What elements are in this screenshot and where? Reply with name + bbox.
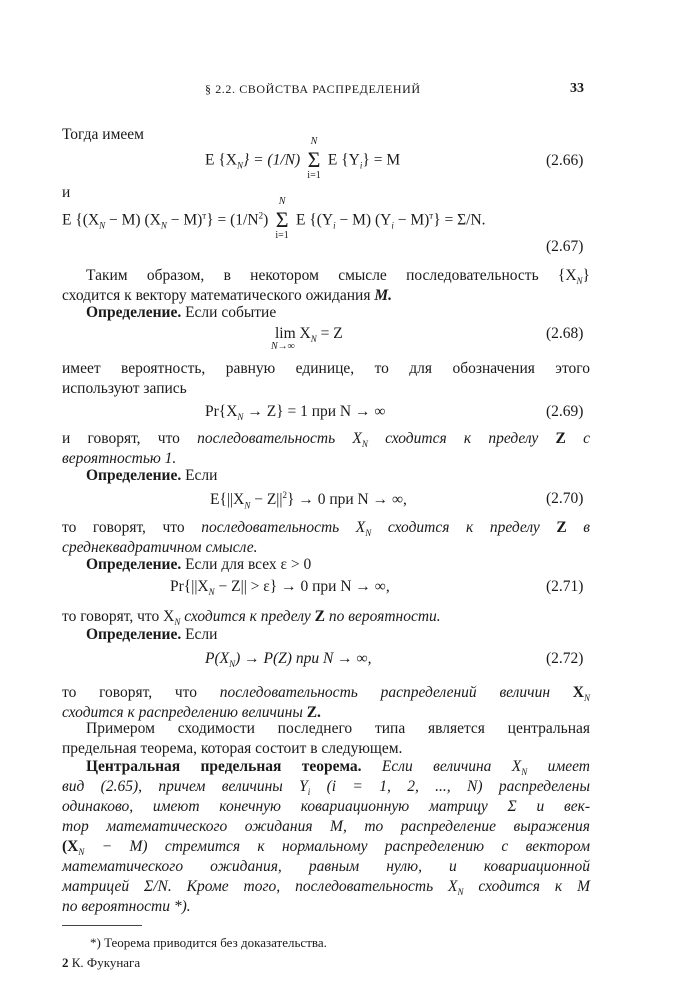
paragraph-2-line2: сходится к вектору математического ожидания M. xyxy=(62,287,393,304)
equation-2-66: E $\{X_N\} = (1/N)$ N Σ i=1 E $\{Y_i\} = M$ xyxy=(205,136,401,181)
paragraph-5-line2: среднеквадратичном смысле. xyxy=(62,539,258,556)
page-number: 33 xyxy=(570,81,584,96)
signature: 2 К. Фукунага xyxy=(62,955,141,970)
paragraph-1 xyxy=(62,124,590,145)
paragraph-8-line2: предельная теорема, которая состоит в следующем. xyxy=(62,740,403,757)
paragraph-7-line2: сходится к распределению величины Z. xyxy=(62,704,321,721)
theorem-line-2: вид (2.65), причем величины $Y_i$ (i = 1, 2, ..., N) распределены xyxy=(62,778,590,798)
paragraph-and: и xyxy=(62,184,71,201)
theorem-line-3: одинаково, имеют конечную ковариационную матрицу Σ и век- xyxy=(62,798,590,815)
paragraph-7: то говорят, что последовательность распределений величин $X_N$ xyxy=(62,684,590,704)
equation-2-69: $Pr\{X_N \to Z\} = 1$ при N → ∞ xyxy=(205,403,386,423)
equation-number: (2.71) xyxy=(546,578,584,595)
equation-number: (2.68) xyxy=(546,325,584,342)
equation-2-71: $Pr\{||X_N - Z|| > \varepsilon\} \to 0$ при N → ∞, xyxy=(170,578,390,598)
theorem-line-4: тор математического ожидания M, то распределение выражения xyxy=(62,818,590,835)
equation-number: (2.72) xyxy=(546,650,584,667)
equation-2-70: $E\{||X_N - Z||^2\} \to 0$ при N → ∞, xyxy=(210,490,407,511)
sum-symbol: N Σ i=1 xyxy=(275,196,289,241)
theorem-line-7: матрицей Σ/N. Кроме того, последовательность $X_N$ сходится к M xyxy=(62,878,590,898)
running-header xyxy=(0,82,698,102)
paragraph-3: имеет вероятность, равную единице, то для обозначения этого xyxy=(62,360,590,377)
text: Тогда имеем xyxy=(62,126,144,143)
equation-2-72: $P(X_N) \to P(Z)$ при N → ∞, xyxy=(205,650,372,670)
paragraph-8: Примером сходимости последнего типа является центральная xyxy=(86,720,590,737)
theorem-line-5: $(X_N - M)$ стремится к нормальному распределению с вектором xyxy=(62,838,590,858)
footnote-rule xyxy=(62,925,142,926)
section-title: § 2.2. СВОЙСТВА РАСПРЕДЕЛЕНИЙ xyxy=(205,82,421,96)
definition-2: Определение. Если xyxy=(86,467,218,484)
equation-number: (2.70) xyxy=(546,490,584,507)
equation-number: (2.67) xyxy=(546,238,584,255)
equation-2-67: E $\{(X_N - M) (X_N - M)^т\} = (1/N^2)$ N Σ i=1 E $\{(Y_i - M) (Y_i - M)^т\} = \Sigma/N$. xyxy=(62,196,486,241)
paragraph-2: Таким образом, в некотором смысле последовательность $\{X_N\}$ xyxy=(86,267,590,287)
sum-symbol: N Σ i=1 xyxy=(307,136,321,181)
equation-number: (2.66) xyxy=(546,152,584,169)
paragraph-3-line2: используют запись xyxy=(62,380,187,397)
paragraph-4: и говорят, что последовательность $X_N$ сходится к пределу Z с xyxy=(62,430,590,450)
theorem-line-8: по вероятности *). xyxy=(62,898,191,915)
theorem-line-1: Центральная предельная теорема. Если величина $X_N$ имеет xyxy=(86,758,591,778)
definition-3: Определение. Если для всех ε > 0 xyxy=(86,556,312,573)
paragraph-4-line2: вероятностью 1. xyxy=(62,450,177,467)
equation-2-68: lim N→∞ $X_N = Z$ xyxy=(271,325,343,353)
paragraph-5: то говорят, что последовательность $X_N$ сходится к пределу Z в xyxy=(62,519,590,539)
definition-4: Определение. Если xyxy=(86,626,218,643)
footnote: *) Теорема приводится без доказательства. xyxy=(90,935,327,950)
equation-number: (2.69) xyxy=(546,403,584,420)
paragraph-6: то говорят, что $X_N$ сходится к пределу Z по вероятности. xyxy=(62,608,441,628)
definition-1: Определение. Если событие xyxy=(86,304,277,321)
theorem-line-6: математического ожидания, равным нулю, и ковариационной xyxy=(62,858,590,875)
